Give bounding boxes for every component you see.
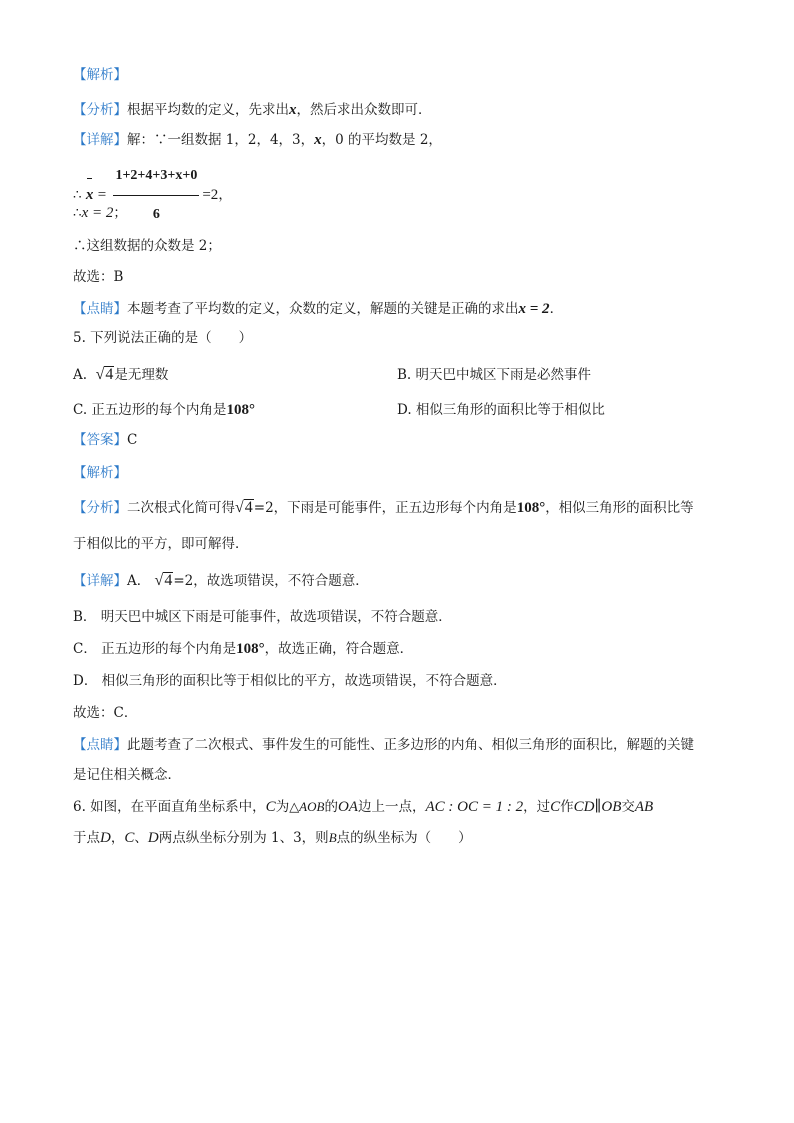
tag-daan: 【答案】: [73, 432, 127, 448]
q6-ratio: AC : OC = 1 : 2: [425, 799, 524, 815]
q6-stem-line-1: [73, 798, 653, 816]
q4-xiangjie-line: [73, 131, 442, 149]
parallel-symbol: ∥: [594, 799, 602, 815]
q5-xiangjie-c: [73, 640, 413, 658]
q5-xjc-text-a: C． 正五边形的每个内角是: [73, 641, 237, 657]
q5-stem: 5. 下列说法正确的是（ ）: [73, 330, 253, 346]
q5-option-c: [73, 401, 255, 419]
q5-answer-line: [73, 431, 137, 449]
q5-fx-degree: 108°: [516, 500, 546, 516]
q4-dianjing-line: [73, 300, 563, 318]
q4-mode-line: ∴这组数据的众数是 2；: [73, 238, 221, 254]
q5-fenxi-line-2: 于相似比的平方，即可解得．: [73, 536, 249, 552]
q5-xja-text: =2，故选项错误，不符合题意．: [173, 573, 369, 589]
q6-l2-text-e: 点的纵坐标为（ ）: [336, 830, 472, 846]
q4-xj-text-a: 解：∵一组数据 1，2，4，3，: [127, 132, 315, 148]
q5-dianjing-line-2: 是记住相关概念．: [73, 767, 181, 783]
therefore-symbol: ∴: [73, 205, 82, 221]
q5-dianjing-line-1: [73, 736, 694, 754]
q6-l2-text-b: ，: [110, 830, 125, 846]
q6-C: C: [265, 799, 276, 815]
option-a-text: 是无理数: [114, 367, 169, 383]
q6-D: D: [147, 830, 159, 846]
q6-l2-text-c: 、: [134, 830, 148, 846]
q6-C: C: [550, 799, 561, 815]
q6-text-b: 为: [275, 799, 290, 815]
q5-xjc-text-b: ，故选正确，符合题意．: [264, 641, 414, 657]
q6-AB: AB: [634, 799, 654, 815]
q4-fenxi-text-a: 根据平均数的定义，先求出: [127, 102, 289, 118]
q6-OA: OA: [337, 799, 358, 815]
q6-text-c: 的: [324, 799, 338, 815]
option-c-degree: 108°: [226, 402, 255, 418]
tag-fenxi: 【分析】: [73, 102, 127, 118]
q5-xiangjie-d: D． 相似三角形的面积比等于相似比的平方，故选项错误，不符合题意．: [73, 673, 507, 689]
x-eq-tail: ；: [113, 205, 127, 221]
q4-x-value-line: [73, 204, 127, 222]
fraction-denominator: 6: [152, 207, 160, 222]
fraction-numerator: 1+2+4+3+x+0: [113, 158, 199, 196]
q6-text-d: 边上一点，: [357, 799, 426, 815]
q6-D: D: [100, 830, 111, 846]
q5-choose-line: 故选：C．: [73, 705, 138, 721]
tag-fenxi: 【分析】: [73, 500, 127, 516]
q5-fx-text-c: ，相似三角形的面积比等: [545, 500, 694, 516]
q6-OB: OB: [601, 799, 622, 815]
q6-CD: CD: [573, 799, 595, 815]
analysis-heading: [73, 66, 127, 84]
q4-dj-math: x = 2: [518, 301, 550, 317]
tag-dianjing: 【点睛】: [73, 301, 127, 317]
q5-fx-text-a: 二次根式化简可得: [127, 500, 235, 516]
equation-rhs: =2: [202, 187, 219, 203]
equation-tail: ，: [218, 187, 232, 203]
q5-option-a: [73, 366, 168, 384]
q4-dj-text-a: 本题考查了平均数的定义，众数的定义，解题的关键是正确的求出: [127, 301, 519, 317]
option-a-label: A.: [73, 367, 88, 383]
q5-analysis-heading: [73, 464, 127, 482]
sqrt-4: √4: [95, 366, 114, 383]
q5-fenxi-line-1: [73, 499, 694, 517]
x-equals-2: x = 2: [81, 205, 114, 221]
q4-xj-var: x: [314, 132, 322, 148]
q5-xjc-degree: 108°: [236, 641, 265, 657]
q6-C: C: [124, 830, 135, 846]
q6-B: B: [328, 830, 337, 845]
q6-text-e: ，过: [523, 799, 551, 815]
q4-choose-line: 故选：B: [73, 269, 124, 285]
q5-answer: C: [127, 432, 138, 448]
option-c-text: C. 正五边形的每个内角是: [73, 402, 227, 418]
q6-text-g: 交: [621, 799, 635, 815]
q6-triangle-AOB: △AOB: [289, 799, 325, 814]
q6-text-f: 作: [560, 799, 574, 815]
tag-xiangjie: 【详解】: [73, 573, 127, 589]
sqrt-4: √4: [235, 499, 253, 516]
q6-stem-line-2: [73, 829, 472, 847]
q5-option-b: B. 明天巴中城区下雨是必然事件: [397, 367, 592, 383]
sqrt-4: √4: [154, 572, 173, 589]
q4-xj-text-b: ，0 的平均数是 2，: [321, 132, 442, 148]
q5-option-d: D. 相似三角形的面积比等于相似比: [397, 402, 605, 418]
q6-l2-text-d: 两点纵坐标分别为 1、3，则: [158, 830, 329, 846]
q4-dj-text-b: ．: [549, 301, 564, 317]
q6-text-a: 6. 如图，在平面直角坐标系中，: [73, 799, 266, 815]
q5-xiangjie-a: [73, 572, 369, 590]
q4-fenxi-text-b: ，然后求出众数即可．: [296, 102, 432, 118]
q6-l2-text-a: 于点: [73, 830, 100, 846]
q5-fx-text-b: =2，下雨是可能事件，正五边形每个内角是: [253, 500, 517, 516]
tag-xiangjie: 【详解】: [73, 132, 127, 148]
q5-xiangjie-b: B． 明天巴中城区下雨是可能事件，故选项错误，不符合题意．: [73, 609, 452, 625]
therefore-symbol: ∴: [73, 187, 82, 203]
q5-dj-text-a: 此题考查了二次根式、事件发生的可能性、正多边形的内角、相似三角形的面积比，解题的关键: [127, 737, 694, 753]
tag-dianjing: 【点睛】: [73, 737, 127, 753]
q4-fenxi-var: x: [289, 102, 297, 118]
q5-xja-label: A．: [127, 573, 151, 589]
equal-sign: =: [97, 187, 107, 203]
x-bar: x: [86, 177, 94, 213]
tag-jiexi: 【解析】: [73, 67, 127, 83]
tag-jiexi: 【解析】: [73, 465, 127, 481]
q4-fenxi-line: [73, 101, 432, 119]
